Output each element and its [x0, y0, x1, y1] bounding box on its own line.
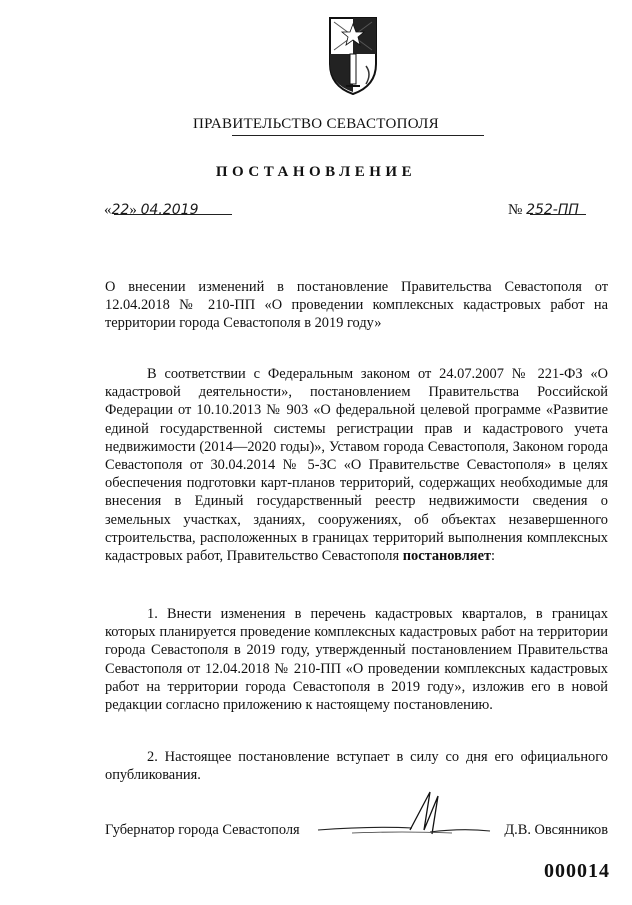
- organization-name: ПРАВИТЕЛЬСТВО СЕВАСТОПОЛЯ: [193, 116, 439, 132]
- registration-number: 000014: [544, 860, 610, 882]
- preamble-paragraph: [105, 365, 608, 565]
- decree-item-1: 1. Внести изменения в перечень кадастровых кварталов, в границах которых планируется проведение комплексных кадастровых работ на территории города Севастополя в 2019 году, утвержденный постановлением Правительства Севастополя от 12.04.2018 № 210-ПП «О проведении комплексных кадастровых работ на территории города Севастополя в 2019 году», изложив его в новой редакции согласно приложению к настоящему постановлению.: [105, 606, 608, 714]
- date-close-quote: »: [129, 202, 137, 218]
- date-month-year: 04.2019: [140, 202, 199, 218]
- document-number: [508, 202, 608, 220]
- preamble-verb: постановляет: [402, 548, 492, 565]
- preamble-end: :: [491, 548, 496, 565]
- number-value: 252-ПП: [526, 202, 579, 218]
- document-title: О внесении изменений в постановление Правительства Севастополя от 12.04.2018 № 210-ПП «О проведении комплексных кадастровых работ на территории города Севастополя в 2019 году»: [105, 279, 608, 332]
- number-underline: [530, 214, 586, 215]
- date-day: 22: [111, 202, 130, 218]
- decree-item-2: 2. Настоящее постановление вступает в силу со дня его официального опубликования.: [105, 749, 608, 784]
- date-open-quote: «: [104, 202, 112, 218]
- signature-row: [105, 822, 608, 842]
- date-underline: [114, 214, 232, 215]
- document-date: [104, 202, 238, 220]
- signer-name: Д.В. Овсянников: [504, 822, 608, 838]
- preamble-text: В соответствии с Федеральным законом от 24.07.2007 № 221-ФЗ «О кадастровой деятельности», постановлением Правительства Российской Федерации от 10.10.2013 № 903 «О федеральной целевой программе «Развитие единой государственной системы регистрации прав и кадастрового учета недвижимости (2014—2020 годы)», Уставом города Севастополя, Законом города Севастополя от 30.04.2014 № 5-ЗС «О Правительстве Севастополя» в целях обеспечения подготовки карт-планов территорий, содержащих необходимые для внесения в Единый государственный реестр недвижимости сведения о земельных участках, зданиях, сооружениях, об объектах незавершенного строительства, расположенных в границах территорий выполнения комплексных кадастровых работ, Правительство Севастополя: [105, 366, 608, 565]
- document-type-heading: ПОСТАНОВЛЕНИЕ: [215, 164, 417, 180]
- organization-underline: [232, 135, 484, 136]
- signer-title: Губернатор города Севастополя: [105, 822, 300, 838]
- number-prefix: №: [508, 202, 523, 218]
- coat-of-arms-emblem: [322, 14, 384, 96]
